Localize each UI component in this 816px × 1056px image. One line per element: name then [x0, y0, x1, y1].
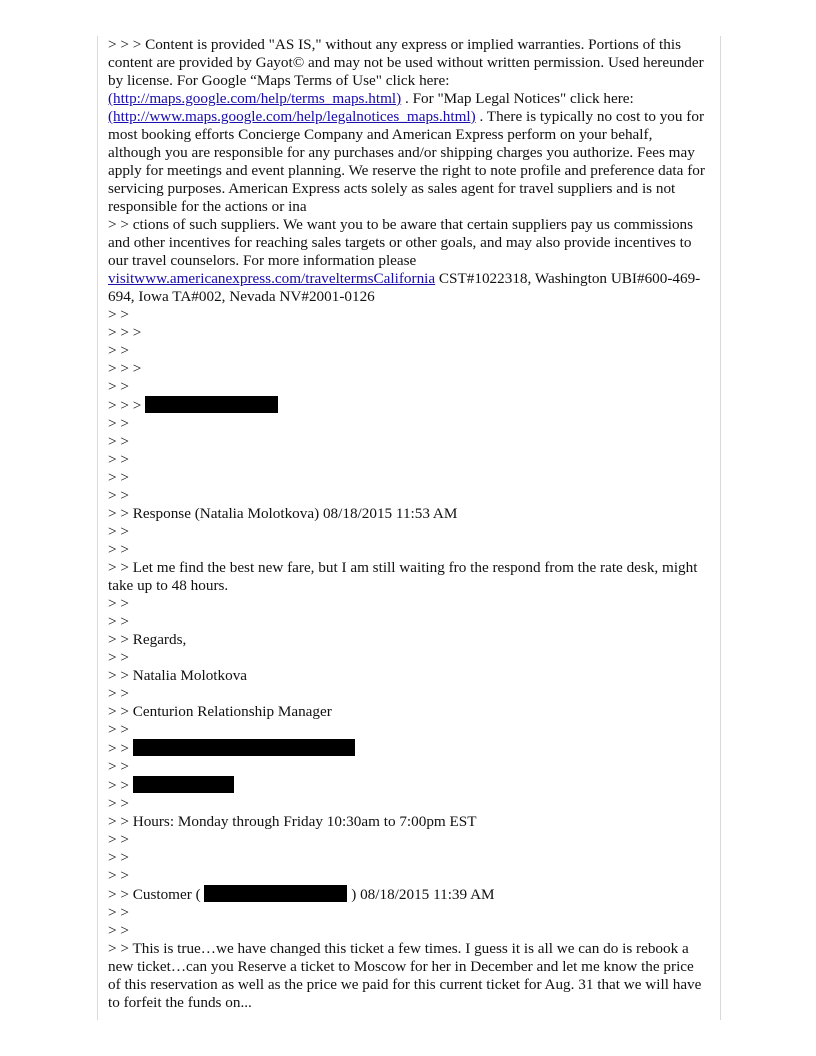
- quote-line: > >: [108, 649, 129, 666]
- redaction-block: [133, 776, 234, 793]
- response-body: > > Let me find the best new fare, but I am still waiting fro the respond from the rate desk, might take up to 48 hours.: [108, 559, 698, 594]
- redaction-block: [145, 396, 278, 413]
- quote-line: > >: [108, 849, 129, 866]
- quote-line: > >: [108, 415, 129, 432]
- quote-line: > >: [108, 469, 129, 486]
- quote-line-redacted: > >: [108, 739, 708, 758]
- quote-line: > >: [108, 685, 129, 702]
- quote-line: > >: [108, 306, 129, 323]
- redaction-block: [133, 739, 355, 756]
- quote-line: > >: [108, 758, 129, 775]
- email-thread: [108, 36, 708, 1012]
- quote-line: > > >: [108, 360, 142, 377]
- quote-line: > >: [108, 487, 129, 504]
- customer-body: > > This is true…we have changed this ticket a few times. I guess it is all we can do is rebook a new ticket…can you Reserve a ticket to Moscow for her in December and let me know the price of this reservation as well as the price we paid for this current ticket for Aug. 31 that we will have to forfeit the funds on...: [108, 940, 702, 1011]
- redaction-block: [204, 885, 347, 902]
- quote-line: > >: [108, 721, 129, 738]
- quote-line: > >: [108, 433, 129, 450]
- quote-line: > >: [108, 613, 129, 630]
- quote-line: > >: [108, 342, 129, 359]
- signature-title: > > Centurion Relationship Manager: [108, 703, 332, 720]
- signature-regards: > > Regards,: [108, 631, 187, 648]
- quote-line-redacted: > > >: [108, 396, 708, 415]
- signature-hours: > > Hours: Monday through Friday 10:30am to 7:00pm EST: [108, 813, 477, 830]
- quote-line: > >: [108, 451, 129, 468]
- response-header: > > Response (Natalia Molotkova) 08/18/2015 11:53 AM: [108, 505, 458, 522]
- quote-line-redacted: > >: [108, 776, 708, 795]
- amex-travel-terms-link[interactable]: visitwww.americanexpress.com/traveltermsCalifornia: [108, 270, 436, 287]
- quote-line: > >: [108, 378, 129, 395]
- quote-line: > >: [108, 904, 129, 921]
- google-maps-legal-link[interactable]: (http://www.maps.google.com/help/legalnotices_maps.html): [108, 108, 476, 125]
- quote-line: > >: [108, 922, 129, 939]
- quote-line: > > >: [108, 324, 142, 341]
- quote-line: > >: [108, 523, 129, 540]
- quote-line: > >: [108, 595, 129, 612]
- google-maps-terms-link[interactable]: (http://maps.google.com/help/terms_maps.html): [108, 90, 402, 107]
- quote-line: > >: [108, 831, 129, 848]
- disclaimer-paragraph: > > > Content is provided "AS IS," without any express or implied warranties. Portions of this content are provided by Gayot© and may not be used without written permission. Used hereunder by license. For Google “Maps Terms of Use" click here: (http://maps.google.com/help/terms_maps.html) . For "Map Legal Notices" click here: (http://www.maps.google.com/help/legalnotices_maps.html) . There is typically no cost to you for most booking efforts Concierge Company and American Express perform on your behalf, although you are responsible for any purchases and/or shipping charges you authorize. Fees may apply for meetings and event planning. We reserve the right to note profile and preference data for servicing purposes. American Express acts solely as sales agent for travel suppliers and is not responsible for the actions or ina: [108, 36, 705, 215]
- disclaimer-continuation: > > ctions of such suppliers. We want you to be aware that certain suppliers pay us commissions and other incentives for reaching sales targets or other goals, and may also provide incentives to our travel counselors. For more information please visitwww.americanexpress.com/traveltermsCalifornia CST#1022318, Washington UBI#600-469-694, Iowa TA#002, Nevada NV#2001-0126: [108, 216, 701, 305]
- quote-line: > >: [108, 541, 129, 558]
- quote-line: > >: [108, 867, 129, 884]
- signature-name: > > Natalia Molotkova: [108, 667, 248, 684]
- customer-header: > > Customer ( ) 08/18/2015 11:39 AM: [108, 886, 495, 903]
- quote-line: > >: [108, 795, 129, 812]
